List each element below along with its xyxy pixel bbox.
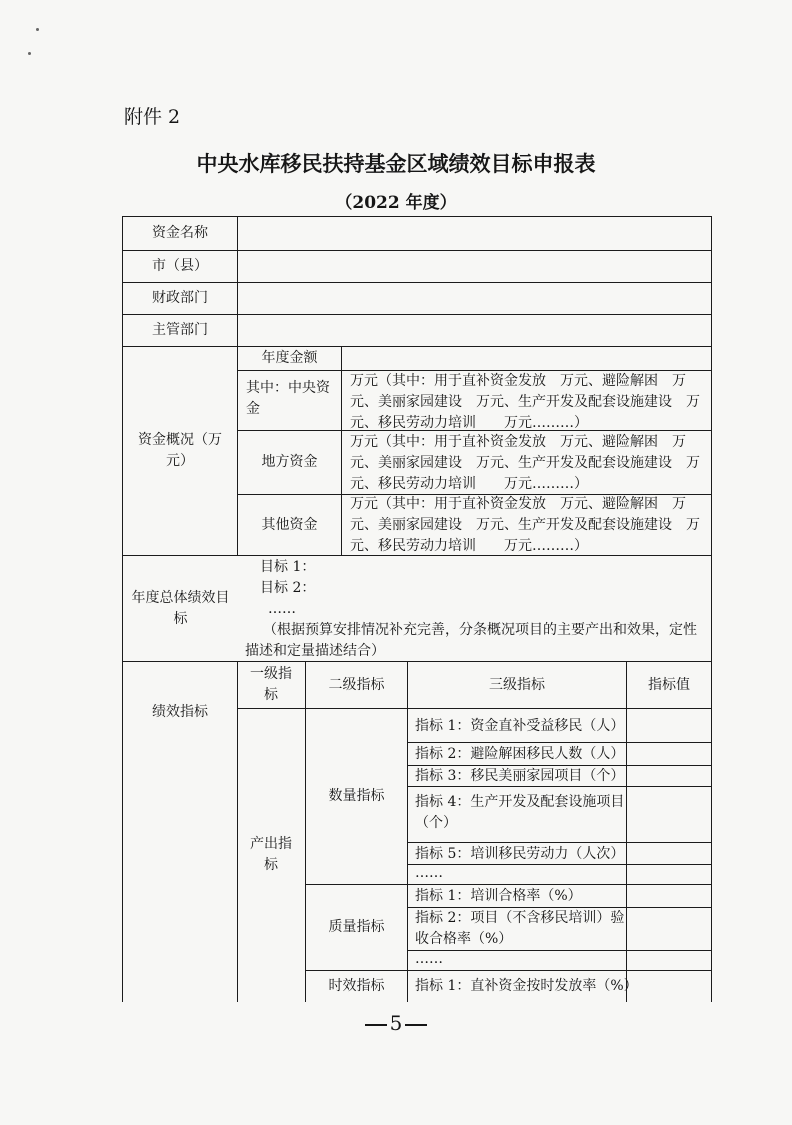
- goal-1-line: 目标 1：: [260, 559, 316, 575]
- value-header: 指标值: [648, 676, 690, 693]
- quantity-indicator-item: 指标 5：培训移民劳动力（人次）: [415, 846, 625, 862]
- central-funds-text: 万元（其中：用于直补资金发放 万元、避险解困 万元、美丽家园建设 万元、生产开发及配套设施建设 万元、移民劳动力培训 万元………）: [350, 373, 700, 431]
- level2-header: 二级指标: [328, 676, 385, 693]
- quantity-indicator-label: 数量指标: [328, 788, 385, 804]
- level1-header: 一级指标: [250, 666, 292, 703]
- quantity-indicator-item: ……: [415, 865, 443, 881]
- quality-indicator-item: ……: [415, 951, 443, 967]
- local-funds-text: 万元（其中：用于直补资金发放 万元、避险解困 万元、美丽家园建设 万元、生产开发及配套设施建设 万元、移民劳动力培训 万元………）: [350, 434, 700, 492]
- timeliness-indicator-item: 指标 1：直补资金按时发放率（%）: [415, 978, 638, 994]
- funds-overview-label: 资金概况（万元）: [138, 431, 222, 469]
- goals-instruction-note: （根据预算安排情况补充完善，分条概况项目的主要产出和效果，定性描述和定量描述结合）: [245, 622, 697, 659]
- quantity-indicator-item: 指标 1：资金直补受益移民（人）: [415, 718, 625, 734]
- level3-header: 三级指标: [489, 676, 545, 693]
- attachment-label: 附件 2: [124, 106, 181, 128]
- row-label-fund-name: 资金名称: [152, 225, 208, 241]
- row-label-city-county: 市（县）: [152, 258, 208, 274]
- page-number: [0, 1011, 792, 1035]
- row-label-competent-dept: 主管部门: [152, 322, 208, 338]
- document-title: 中央水库移民扶持基金区域绩效目标申报表: [196, 151, 596, 176]
- central-funds-label: 其中：中央资金: [246, 380, 330, 417]
- local-funds-label: 地方资金: [261, 454, 318, 470]
- timeliness-indicator-label: 时效指标: [328, 978, 385, 994]
- output-indicator-label: 产出指标: [250, 836, 292, 873]
- table-rule: [711, 216, 712, 1002]
- page-dash-right: [405, 1024, 427, 1026]
- goal-ellipsis: ……: [268, 601, 296, 617]
- annual-goals-label: 年度总体绩效目标: [131, 590, 230, 627]
- other-funds-label: 其他资金: [261, 516, 318, 533]
- quantity-indicator-item: 指标 4：生产开发及配套设施项目（个）: [415, 794, 625, 831]
- other-funds-text: 万元（其中：用于直补资金发放 万元、避险解困 万元、美丽家园建设 万元、生产开发及配套设施建设 万元、移民劳动力培训 万元………）: [350, 496, 700, 554]
- goal-2-line: 目标 2：: [260, 580, 316, 596]
- annual-amount-label: 年度金额: [261, 350, 318, 366]
- quantity-indicator-item: 指标 2：避险解困移民人数（人）: [415, 746, 625, 762]
- page-number-value: 5: [389, 1011, 403, 1035]
- quality-indicator-label: 质量指标: [328, 919, 385, 935]
- quality-indicator-item: 指标 2：项目（不含移民培训）验收合格率（%）: [415, 910, 625, 947]
- row-label-finance-dept: 财政部门: [152, 290, 208, 306]
- quantity-indicator-item: 指标 3：移民美丽家园项目（个）: [415, 768, 625, 784]
- document-year: （2022 年度）: [335, 193, 457, 213]
- quality-indicator-item: 指标 1：培训合格率（%）: [415, 888, 582, 904]
- page-dash-left: [365, 1024, 387, 1026]
- performance-indicators-label: 绩效指标: [152, 704, 208, 720]
